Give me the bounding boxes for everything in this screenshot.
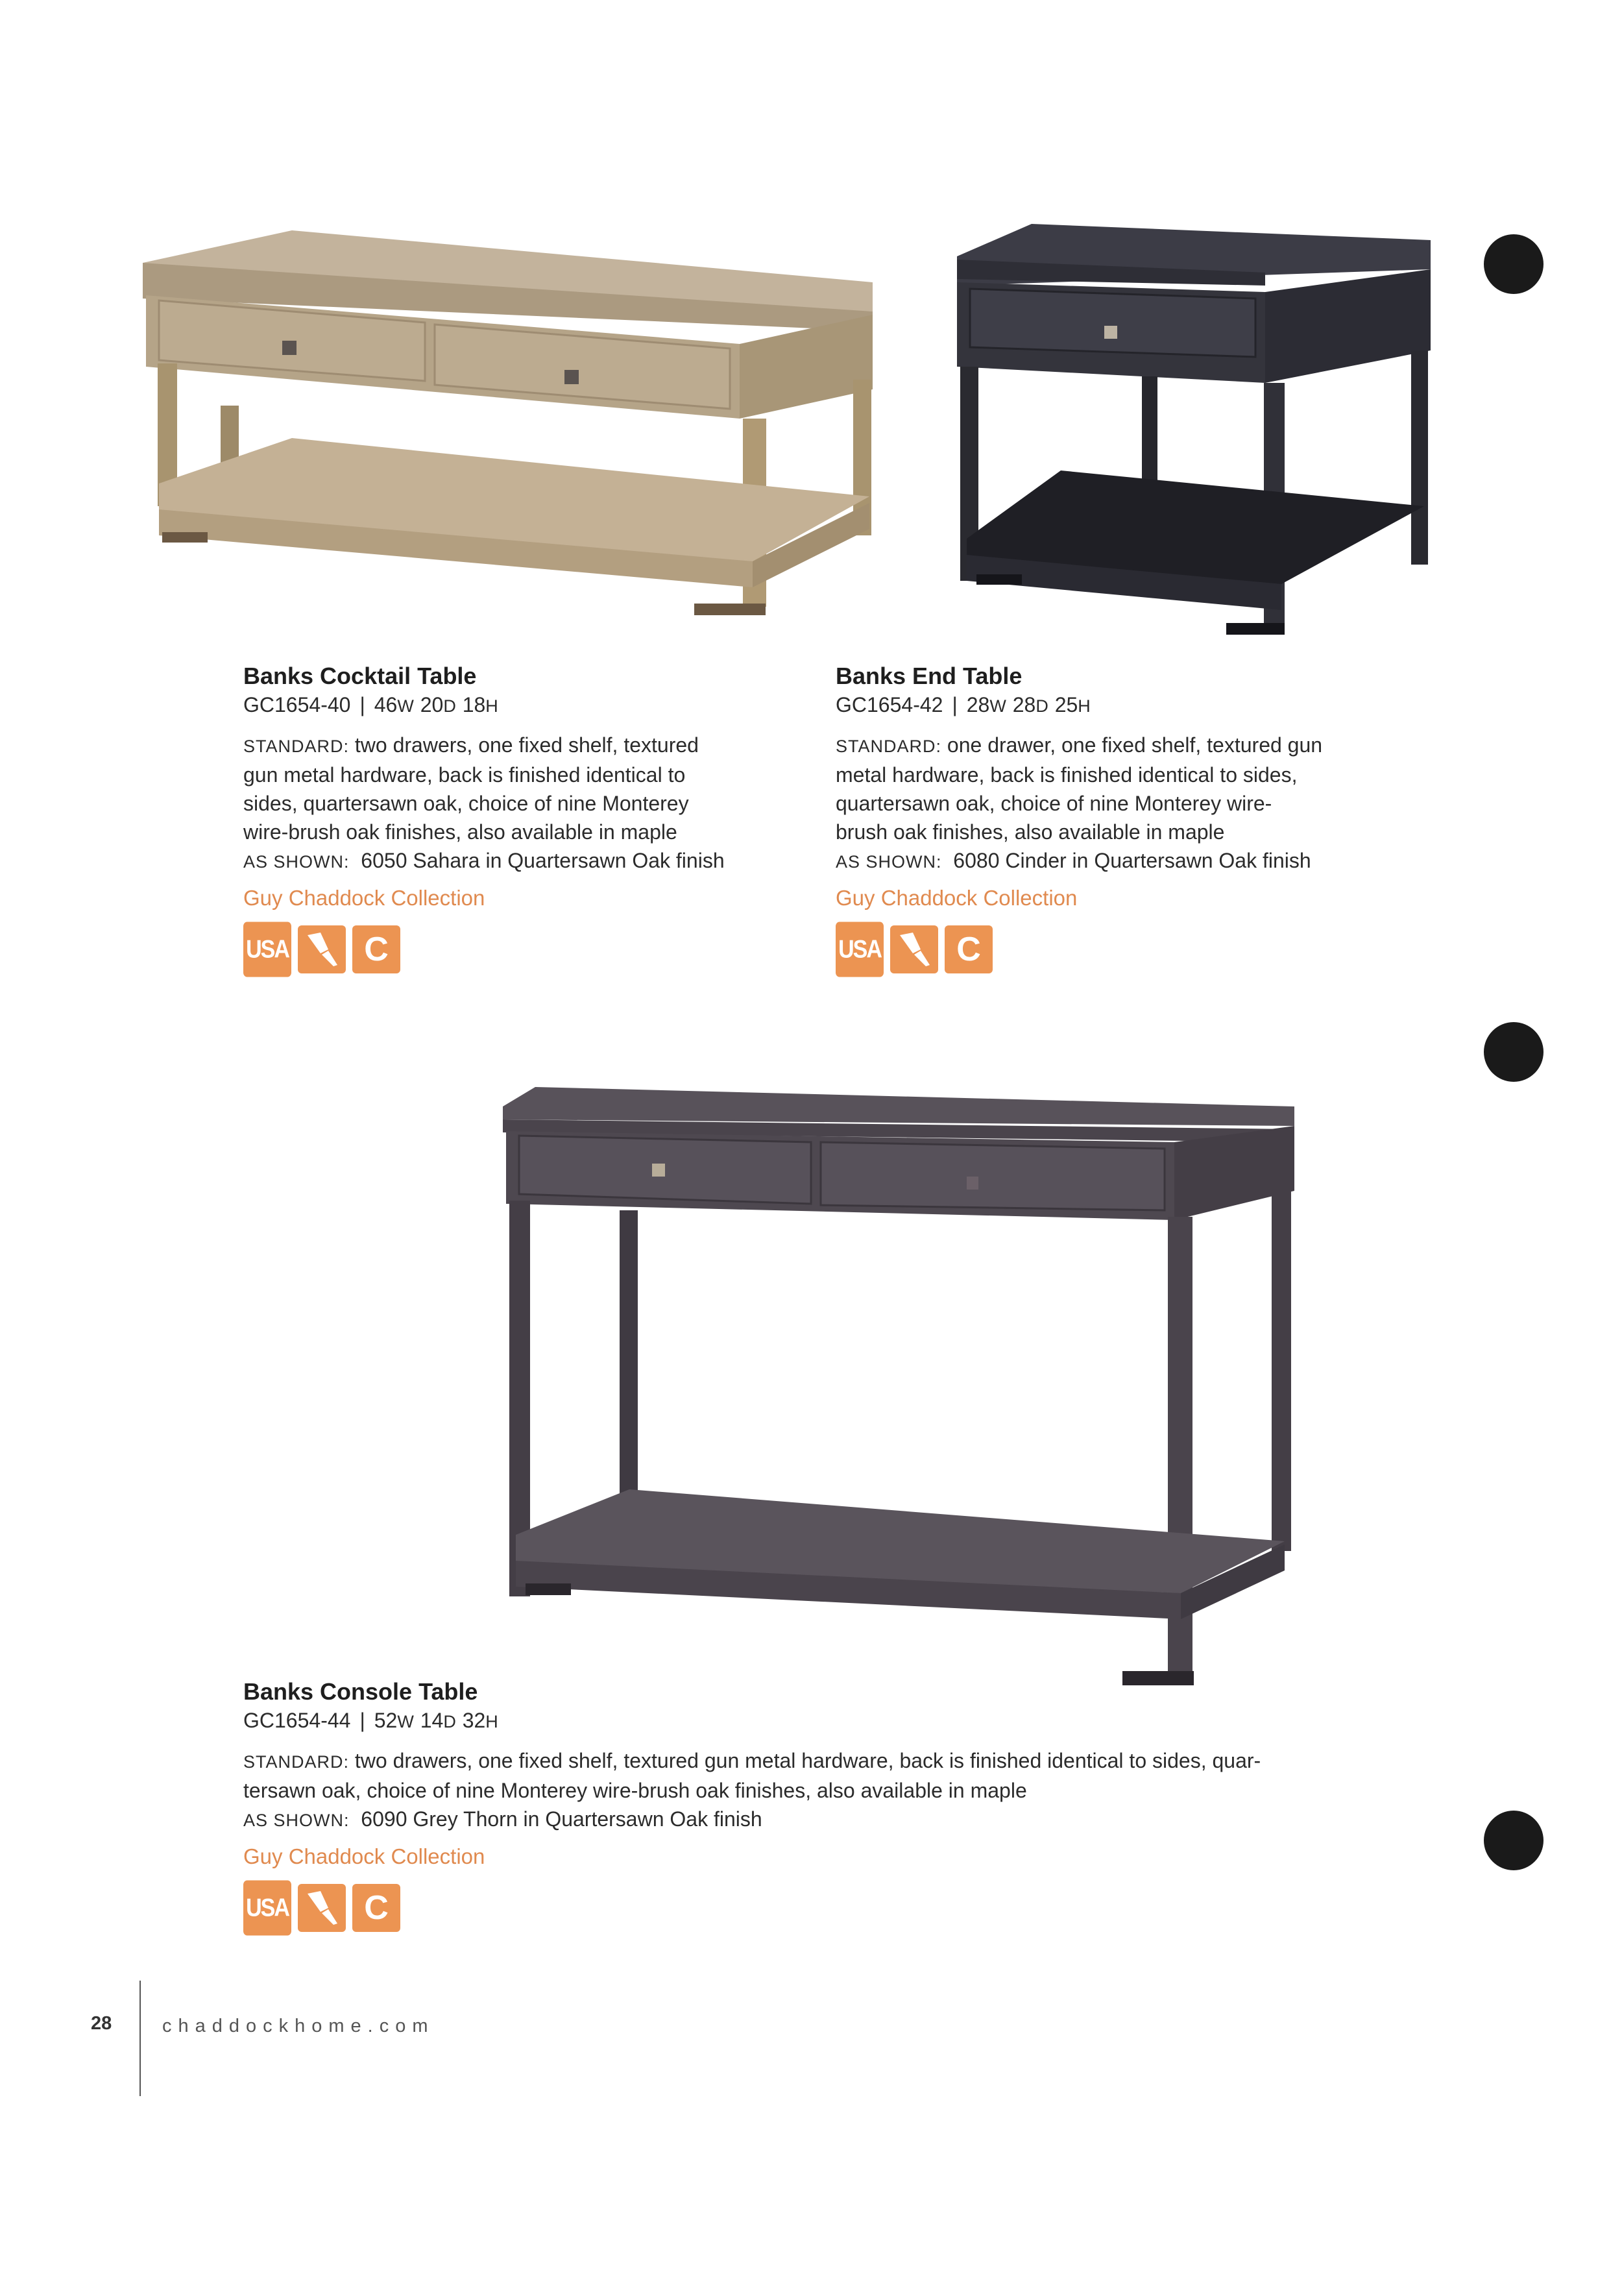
page-number: 28 — [91, 2013, 112, 2034]
unit-h: H — [485, 1712, 499, 1731]
paintbrush-icon — [298, 1884, 346, 1932]
unit-w: W — [989, 696, 1007, 716]
console-table-info — [243, 1678, 1398, 1932]
product-name: Banks Cocktail Table — [243, 663, 477, 689]
as-shown-text: 6050 Sahara in Quartersawn Oak finish — [361, 849, 725, 872]
standard-label: STANDARD: — [836, 737, 942, 756]
as-shown-line — [243, 1805, 1398, 1835]
footer-divider — [139, 1981, 141, 2096]
product-name: Banks Console Table — [243, 1678, 478, 1705]
paintbrush-icon — [890, 925, 938, 973]
unit-d: D — [1035, 696, 1049, 716]
as-shown-label: AS SHOWN: — [243, 1811, 350, 1830]
as-shown-line — [243, 846, 788, 876]
unit-d: D — [443, 1712, 457, 1731]
dim-depth: 28 — [1012, 693, 1036, 716]
spec-separator: | — [359, 693, 365, 716]
usa-badge-icon: USA — [836, 922, 884, 977]
desc-line — [243, 731, 788, 761]
section-tab-marker[interactable] — [1484, 1022, 1543, 1082]
dim-width: 28 — [966, 693, 990, 716]
product-spec — [243, 1706, 1398, 1736]
c-letter: C — [364, 931, 389, 968]
desc-line — [243, 1746, 1398, 1776]
dim-depth: 14 — [420, 1709, 444, 1732]
badge-row — [243, 925, 788, 973]
as-shown-text: 6090 Grey Thorn in Quartersawn Oak finish — [361, 1807, 762, 1831]
spec-separator: | — [952, 693, 958, 716]
unit-d: D — [443, 696, 457, 716]
desc-line: brush oak finishes, also available in maple — [836, 820, 1225, 844]
section-tab-marker[interactable] — [1484, 1811, 1543, 1870]
console-table-image — [500, 1081, 1298, 1704]
collection-link[interactable]: Guy Chaddock Collection — [243, 1844, 485, 1868]
unit-w: W — [397, 696, 415, 716]
desc-line: tersawn oak, choice of nine Monterey wire-brush oak finishes, also available in maple — [243, 1779, 1027, 1802]
product-sku: GC1654-40 — [243, 693, 351, 716]
standard-label: STANDARD: — [243, 1752, 350, 1772]
badge-row — [243, 1884, 1398, 1932]
spec-separator: | — [359, 1709, 365, 1732]
paintbrush-icon — [298, 925, 346, 973]
standard-text: two drawers, one fixed shelf, textured — [354, 733, 699, 757]
standard-text: two drawers, one fixed shelf, textured gun metal hardware, back is finished identical to sides, quar- — [354, 1749, 1261, 1772]
desc-line — [836, 731, 1381, 761]
end-table-image — [954, 221, 1434, 642]
standard-label: STANDARD: — [243, 737, 350, 756]
as-shown-label: AS SHOWN: — [836, 852, 942, 872]
c-letter-icon — [945, 925, 993, 973]
product-description — [836, 731, 1381, 876]
product-spec — [836, 690, 1381, 720]
product-spec — [243, 690, 788, 720]
as-shown-text: 6080 Cinder in Quartersawn Oak finish — [953, 849, 1311, 872]
cocktail-table-image — [139, 224, 886, 639]
desc-line: wire-brush oak finishes, also available in maple — [243, 820, 677, 844]
c-letter: C — [364, 1889, 389, 1927]
c-letter: C — [956, 931, 981, 968]
desc-line: sides, quartersawn oak, choice of nine Monterey — [243, 792, 689, 815]
c-letter-icon — [352, 1884, 400, 1932]
dim-height: 18 — [462, 693, 486, 716]
dim-height: 32 — [462, 1709, 486, 1732]
product-description — [243, 1746, 1398, 1835]
standard-text: one drawer, one fixed shelf, textured gun — [947, 733, 1323, 757]
usa-badge-icon: USA — [243, 1880, 291, 1935]
usa-badge-icon: USA — [243, 922, 291, 977]
product-description — [243, 731, 788, 876]
section-tab-marker[interactable] — [1484, 234, 1543, 294]
c-letter-icon — [352, 925, 400, 973]
cocktail-table-info — [243, 662, 788, 973]
product-sku: GC1654-44 — [243, 1709, 351, 1732]
badge-row — [836, 925, 1381, 973]
collection-link[interactable]: Guy Chaddock Collection — [836, 886, 1078, 910]
desc-line: metal hardware, back is finished identical to sides, — [836, 763, 1298, 787]
end-table-info — [836, 662, 1381, 973]
dim-width: 46 — [374, 693, 398, 716]
unit-w: W — [397, 1712, 415, 1731]
desc-line: quartersawn oak, choice of nine Monterey wire- — [836, 792, 1272, 815]
collection-link[interactable]: Guy Chaddock Collection — [243, 886, 485, 910]
website-link[interactable]: chaddockhome.com — [162, 2016, 435, 2036]
product-name: Banks End Table — [836, 663, 1023, 689]
unit-h: H — [1078, 696, 1091, 716]
dim-height: 25 — [1054, 693, 1078, 716]
as-shown-label: AS SHOWN: — [243, 852, 350, 872]
unit-h: H — [485, 696, 499, 716]
as-shown-line — [836, 846, 1381, 876]
dim-width: 52 — [374, 1709, 398, 1732]
dim-depth: 20 — [420, 693, 444, 716]
desc-line: gun metal hardware, back is finished identical to — [243, 763, 686, 787]
product-sku: GC1654-42 — [836, 693, 943, 716]
